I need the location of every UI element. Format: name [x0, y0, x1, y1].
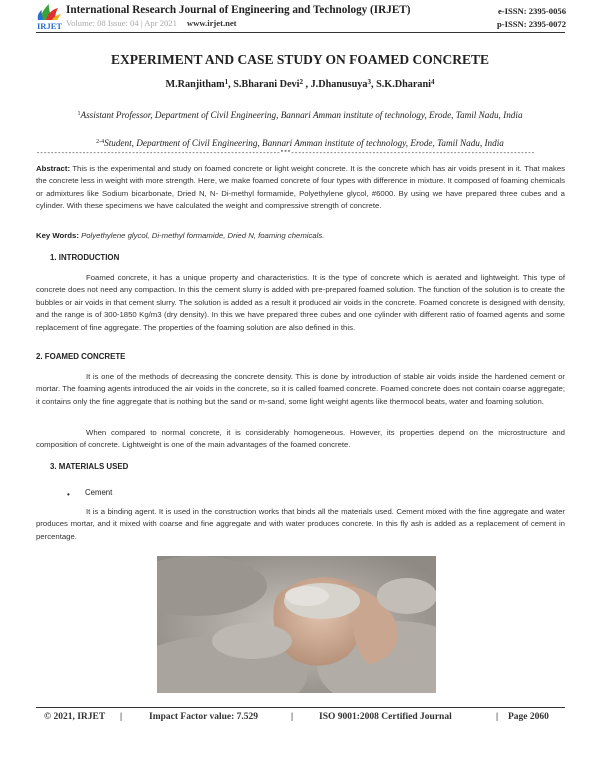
affiliation-text: Assistant Professor, Department of Civil Engineering, Bannari Amman institute of technology, Erode, Tamil Nadu, India: [80, 110, 523, 120]
logo-wordmark: IRJET: [37, 21, 62, 30]
footer-divider: |: [120, 712, 123, 722]
e-issn: e-ISSN: 2395-0056: [497, 6, 566, 16]
affiliation: [44, 108, 556, 122]
paper-title: EXPERIMENT AND CASE STUDY ON FOAMED CONCRETE: [110, 52, 490, 67]
author-name: S.K.Dharani: [376, 79, 432, 90]
journal-header: [36, 2, 566, 32]
author-mark: 1: [224, 78, 229, 86]
journal-url[interactable]: www.irjet.net: [186, 18, 237, 28]
abstract-label: Abstract:: [36, 164, 71, 173]
footer-rule: [36, 707, 565, 708]
affiliation-mark: 1: [77, 111, 81, 117]
header-rule: [36, 32, 565, 33]
cement-photo-image: [157, 556, 436, 693]
author-sep: ,: [228, 79, 234, 90]
author-mark: 2: [299, 78, 303, 86]
section-heading-materials-used: 3. MATERIALS USED: [50, 462, 129, 471]
footer-iso: ISO 9001:2008 Certified Journal: [319, 712, 452, 722]
section-heading-introduction: 1. INTRODUCTION: [50, 253, 120, 262]
paragraph: It is one of the methods of decreasing the concrete density. This is done by introduction of stable air voids inside the hardened cement or mortar. The foaming agents introduced the air voids in the concrete, so it is called foamed concrete. Foamed concrete does not contain coarse aggregate; it contains only the fine aggregate that is nothing but the sand or m-sand, some light weight agents like thermocol beats, water and foaming solution.: [36, 372, 565, 406]
keywords: [36, 230, 565, 242]
author-name: J.Dhanusuya: [310, 79, 368, 90]
irjet-logo: [36, 2, 62, 30]
footer-page-number: Page 2060: [508, 712, 549, 722]
author-name: M.Ranjitham: [165, 79, 225, 90]
paragraph: Foamed concrete, it has a unique property and characteristics. It is the type of concrete which is aerated and lightweight. This type of concrete does not need any compaction. In this the cement slurry is added with pre-prepared foamed solution. The function of the solution is to create the bubbles or air voids in that cement slurry. The solution is added as a result it produced air voids in the concrete. Foamed concrete is designed with density, and the range is of 300-1850 Kg/m3 (dry density). In this we have prepared three cubes and one cylinder with different ratio of foamed agents and some replacement of fine aggregate. The properties of the foaming solution are also defined in this.: [36, 273, 566, 332]
keywords-label: Key Words:: [36, 231, 79, 240]
keywords-text: Polyethylene glycol, Di-methyl formamide, Dried N, foaming chemicals.: [78, 231, 325, 240]
section-heading-foamed-concrete: 2. FOAMED CONCRETE: [36, 352, 126, 361]
affiliation-text: Student, Department of Civil Engineering, Bannari Amman institute of technology, Erode, Tamil Nadu, India: [104, 138, 504, 148]
bullet-icon: •: [67, 490, 70, 499]
footer-divider: |: [291, 712, 294, 722]
paragraph: It is a binding agent. It is used in the construction works that binds all the materials used. Cement mixed with the fine aggregate and water produces mortar, and it mixed with coarse and fine aggregate and with water produces concrete. In this fly ash is added as a replacement of cement in percentage.: [36, 507, 565, 541]
cement-photo: [157, 556, 436, 693]
affiliation: [44, 136, 556, 150]
author-mark: 3: [367, 78, 371, 86]
journal-name: International Research Journal of Engineering and Technology (IRJET): [66, 4, 411, 16]
abstract: [36, 163, 565, 213]
paragraph: When compared to normal concrete, it is considerably homogeneous. However, its properties depend on the microstructure and composition of concrete. Lightweight is one of the main advantages of the foamed concrete.: [36, 428, 565, 450]
abstract-text: This is the experimental and study on foamed concrete or light weight concrete. It is the concrete which has air voids present in it. That makes the concrete less in weight with more strength. Here, we make foamed concrete of four types with difference in mixture. It composed of foaming chemicals or admixtures like Sodium bicarbonate, Dried N, N- Di-methyl formamide, Polyethylene glycol, #6000. By using we have prepared three cubes and a cylinder. With these specimens we have calculated the weight and compressive strength of concrete.: [36, 164, 565, 211]
separator-line: ---------------------------------------------------------------------***---------------------------------------------------------------------: [36, 150, 535, 158]
author-mark: 4: [431, 78, 435, 86]
author-sep: ,: [371, 79, 377, 90]
bullet-label-cement: Cement: [85, 488, 113, 497]
footer-divider: |: [496, 712, 499, 722]
author-list: [0, 78, 600, 90]
author-name: S.Bharani Devi: [233, 79, 300, 90]
journal-volume: [66, 18, 237, 28]
footer-copyright: © 2021, IRJET: [44, 712, 106, 722]
footer-impact-factor: Impact Factor value: 7.529: [149, 712, 259, 722]
p-issn: p-ISSN: 2395-0072: [497, 19, 566, 29]
volume-issue: Volume: 08 Issue: 04 | Apr 2021: [66, 18, 177, 28]
affiliation-mark: 2-4: [96, 139, 105, 145]
author-sep: ,: [302, 79, 311, 90]
